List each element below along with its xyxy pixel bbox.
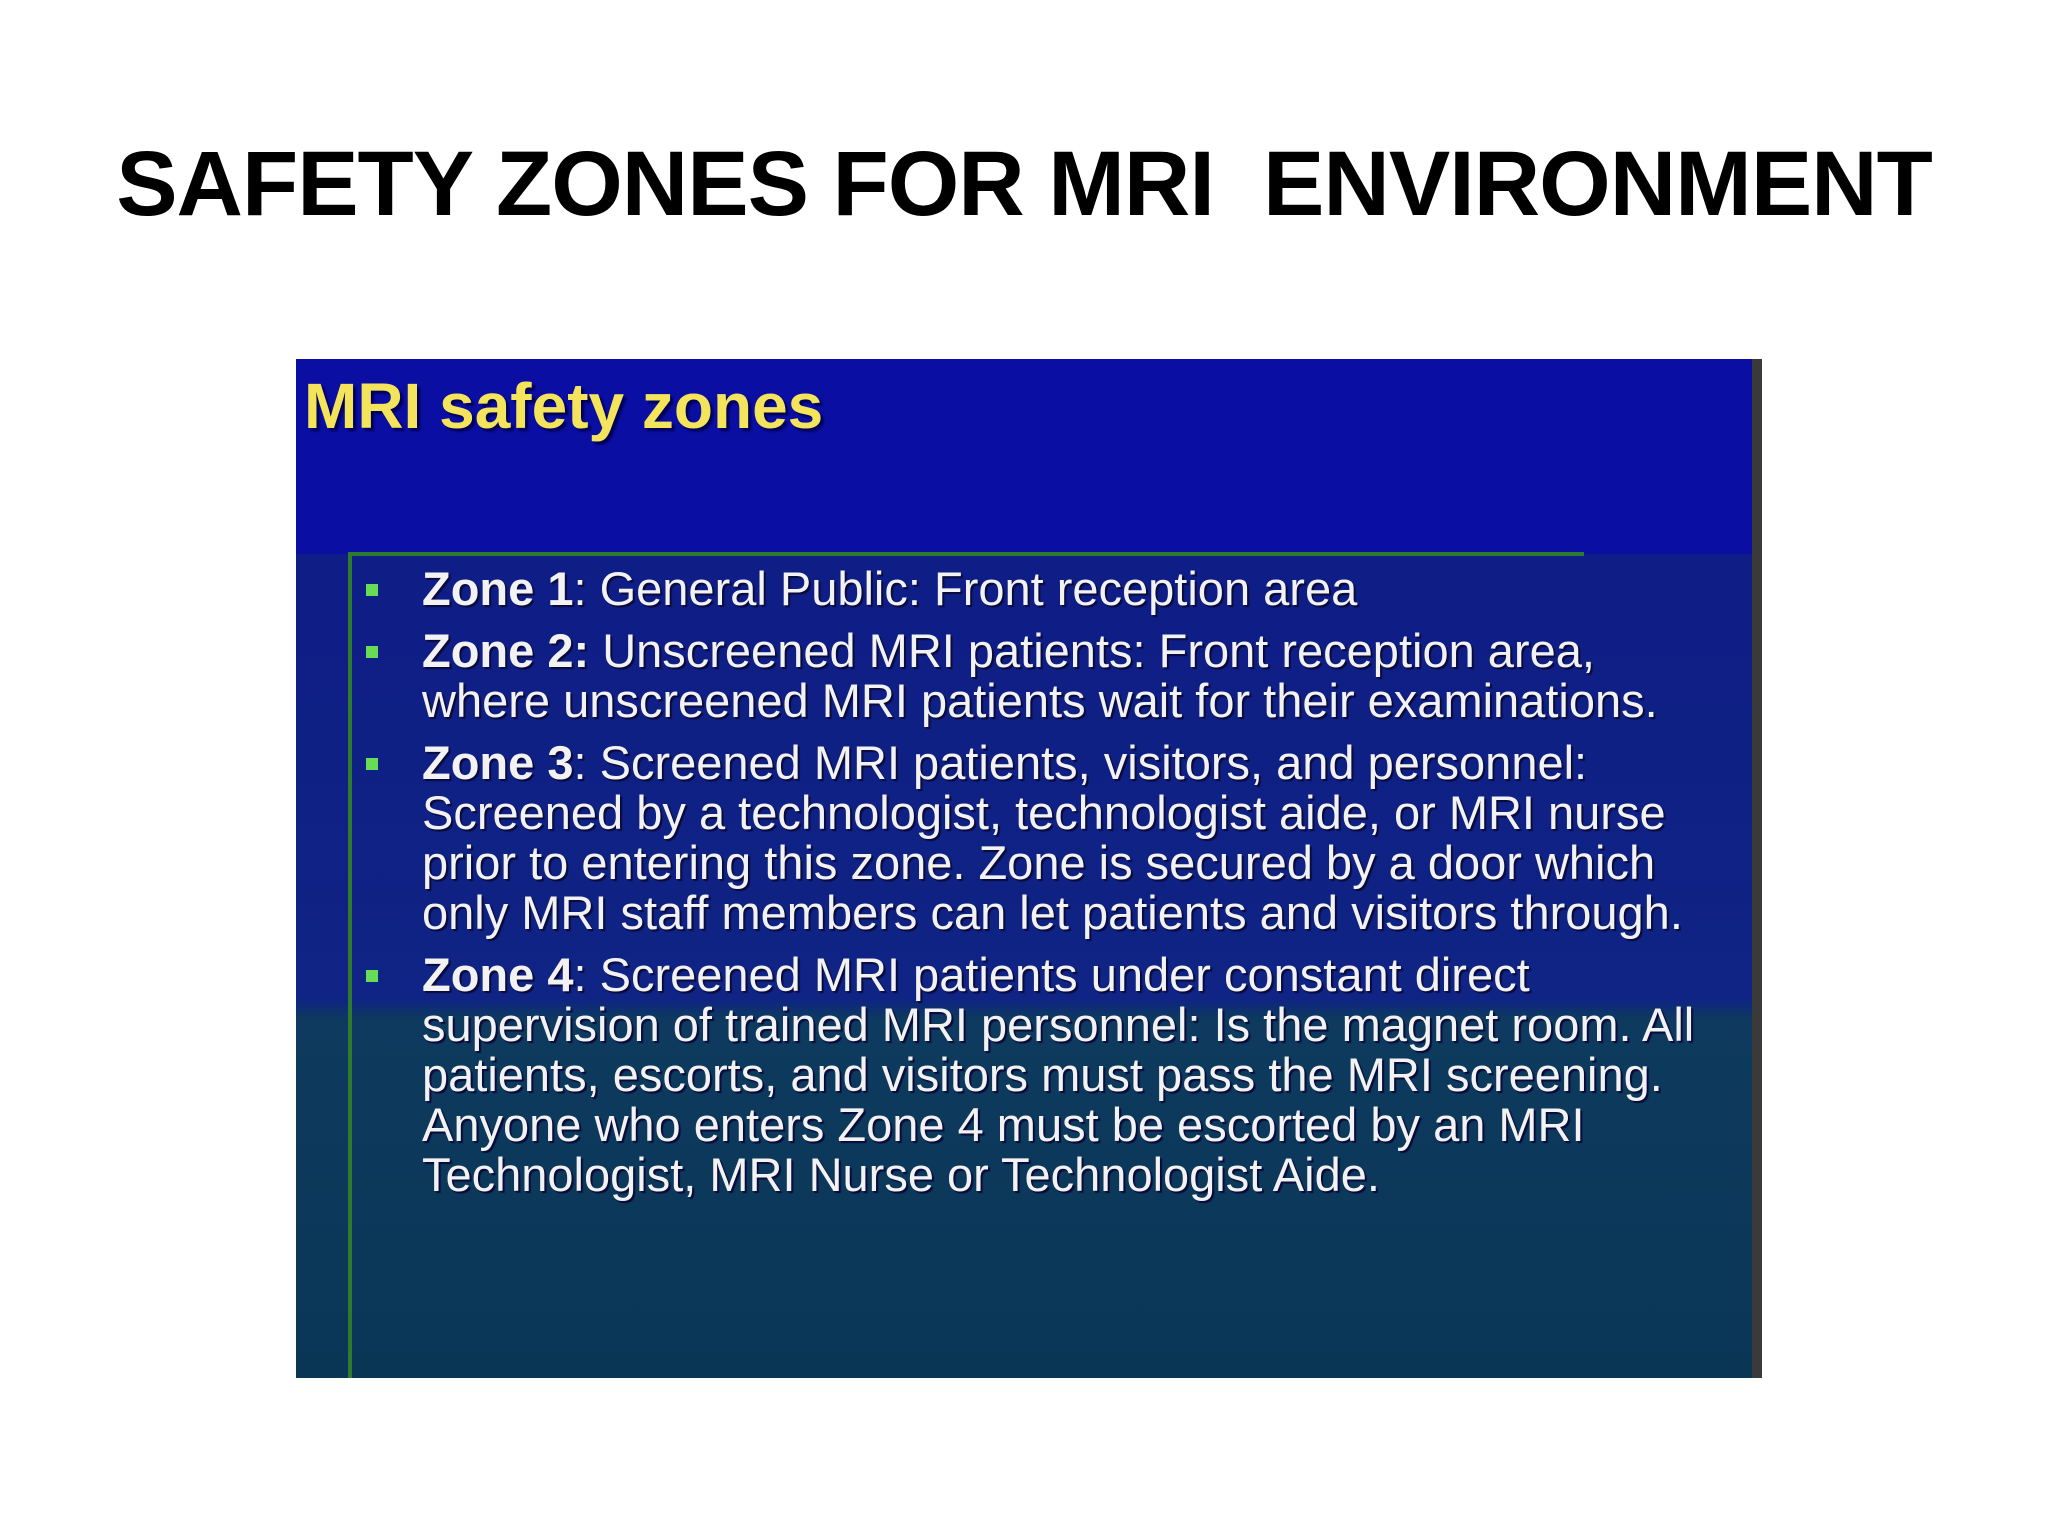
- zone-item-2: [366, 626, 1726, 726]
- zone-separator: [589, 624, 602, 677]
- zone-description: General Public: Front reception area: [599, 562, 1358, 615]
- zone-separator: :: [573, 562, 600, 615]
- zone-description: Screened MRI patients under constant direct supervision of trained MRI personnel: Is the magnet room. All patients, escorts, and visitors must pass the MRI screening. Anyone who enters Zone 4 must be escorted by an MRI Technologist, MRI Nurse or Technologist Aide.: [422, 948, 1695, 1201]
- square-bullet-icon: [366, 584, 378, 596]
- square-bullet-icon: [366, 758, 378, 770]
- zone-list: [366, 564, 1726, 1212]
- zone-description: Unscreened MRI patients: Front reception area, where unscreened MRI patients wait for their examinations.: [422, 624, 1658, 727]
- frame-line-horizontal: [348, 552, 1584, 556]
- zone-separator: :: [573, 736, 600, 789]
- slide-title: SAFETY ZONES FOR MRI ENVIRONMENT: [116, 133, 1932, 235]
- square-bullet-icon: [366, 970, 378, 982]
- zone-separator: :: [573, 948, 600, 1001]
- zone-description: Screened MRI patients, visitors, and personnel: Screened by a technologist, technologist aide, or MRI nurse prior to entering this zone. Zone is secured by a door which only MRI staff members can let patients and visitors through.: [422, 736, 1683, 939]
- zone-item-1: [366, 564, 1726, 614]
- zone-label: Zone 3: [422, 736, 574, 789]
- frame-line-vertical: [348, 554, 352, 1378]
- embedded-slide-image: [296, 359, 1762, 1378]
- zone-label: Zone 1: [422, 562, 574, 615]
- embedded-slide-title: MRI safety zones: [304, 370, 824, 442]
- zone-label: Zone 2:: [422, 624, 590, 677]
- zone-label: Zone 4: [422, 948, 574, 1001]
- square-bullet-icon: [366, 646, 378, 658]
- zone-item-3: [366, 738, 1726, 938]
- zone-item-4: [366, 950, 1726, 1200]
